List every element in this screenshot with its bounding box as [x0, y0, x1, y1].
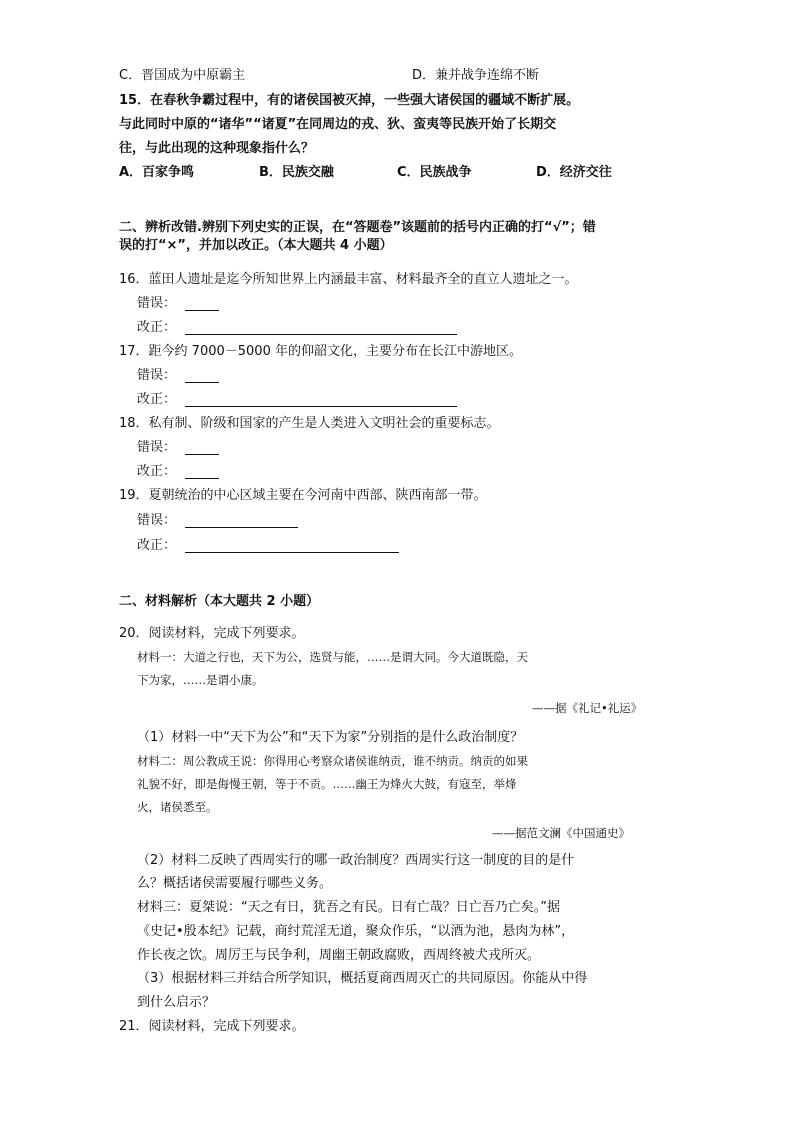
q18-fix-blank [185, 478, 219, 479]
q20-subquestion2-line2: 么？概括诸侯需要履行哪些义务。 [137, 876, 333, 891]
section-heading-correction-line1: 二、辨析改错.辨别下列史实的正误，在“答题卷”该题前的括号内正确的打“√”；错 [119, 220, 596, 235]
q15-stem-line1: 15．在春秋争霸过程中，有的诸侯国被灭掉，一些强大诸侯国的疆域不断扩展。 [119, 93, 580, 108]
q16-stem: 16．蓝田人遗址是迄今所知世界上内涵最丰富、材料最齐全的直立人遗址之一。 [119, 272, 578, 287]
q19-error-blank [185, 527, 298, 528]
section-heading-materials: 二、材料解析（本大题共 2 小题） [119, 594, 320, 609]
q19-error-label: 错误： [137, 513, 177, 528]
q19-fix-blank [185, 552, 399, 553]
q18-stem: 18．私有制、阶级和国家的产生是人类进入文明社会的重要标志。 [119, 416, 500, 431]
q18-error-blank [185, 454, 219, 455]
q17-fix-label: 改正： [137, 392, 177, 407]
q16-fix-label: 改正： [137, 320, 177, 335]
q14-option-c: C．晋国成为中原霸主 [119, 68, 246, 83]
q20-material2-line3: 火，诸侯悉至。 [137, 800, 218, 814]
q20-material2-source: ——据范文澜《中国通史》 [492, 826, 630, 840]
q17-stem: 17．距今约 7000－5000 年的仰韶文化，主要分布在长江中游地区。 [119, 344, 522, 359]
q20-material3-line2: 《史记•殷本纪》记载，商纣荒淫无道，聚众作乐，“以酒为池，悬肉为林”， [137, 924, 575, 939]
q20-intro: 20．阅读材料，完成下列要求。 [119, 626, 305, 641]
q18-fix-label: 改正： [137, 464, 177, 479]
q20-material2-line1: 材料二：周公教成王说：你得用心考察众诸侯谁纳贡，谁不纳贡。纳贡的如果 [137, 754, 528, 768]
q15-option-b: B．民族交融 [259, 165, 334, 180]
q16-error-label: 错误： [137, 296, 177, 311]
q20-material2-line2: 礼貌不好，即是侮慢王朝，等于不贡。……幽王为烽火大鼓，有寇至，举烽 [137, 777, 517, 791]
q15-stem-line3: 往，与此出现的这种现象指什么？ [119, 141, 315, 156]
q20-subquestion1: （1）材料一中“天下为公”和“天下为家”分别指的是什么政治制度？ [137, 730, 524, 745]
q19-stem: 19．夏朝统治的中心区域主要在今河南中西部、陕西南部一带。 [119, 488, 487, 503]
q16-error-blank [185, 310, 219, 311]
q20-subquestion3-line2: 到什么启示？ [137, 995, 216, 1010]
section-heading-correction-line2: 误的打“×”，并加以改正。（本大题共 4 小题） [119, 238, 393, 253]
q20-subquestion3-line1: （3）根据材料三并结合所学知识，概括夏商西周灭亡的共同原因。你能从中得 [137, 971, 588, 986]
q20-material1-source: ——据《礼记•礼运》 [532, 701, 643, 715]
q18-error-label: 错误： [137, 440, 177, 455]
q17-error-label: 错误： [137, 368, 177, 383]
q16-fix-blank [185, 334, 457, 335]
q15-option-a: A．百家争鸣 [119, 165, 195, 180]
q15-stem-line2: 与此同时中原的“诸华”“诸夏”在同周边的戎、狄、蛮夷等民族开始了长期交 [119, 117, 557, 132]
q20-material3-line1: 材料三：夏桀说：“天之有日，犹吾之有民。日有亡哉？日亡吾乃亡矣。”据 [137, 900, 560, 915]
q20-material1-line2: 下为家，……是谓小康。 [137, 673, 264, 687]
q15-option-d: D．经济交往 [536, 165, 612, 180]
q19-fix-label: 改正： [137, 538, 177, 553]
q20-subquestion2-line1: （2）材料二反映了西周实行的哪一政治制度？西周实行这一制度的目的是什 [137, 853, 575, 868]
q15-option-c: C．民族战争 [397, 165, 472, 180]
q17-fix-blank [185, 406, 457, 407]
q21-intro: 21．阅读材料，完成下列要求。 [119, 1019, 305, 1034]
q14-option-d: D．兼并战争连绵不断 [412, 68, 540, 83]
q20-material1-line1: 材料一：大道之行也，天下为公，选贤与能，……是谓大同。今大道既隐，天 [137, 650, 528, 664]
q20-material3-line3: 作长夜之饮。周厉王与民争利，周幽王朝政腐败，西周终被犬戎所灭。 [137, 948, 541, 963]
q17-error-blank [185, 382, 219, 383]
